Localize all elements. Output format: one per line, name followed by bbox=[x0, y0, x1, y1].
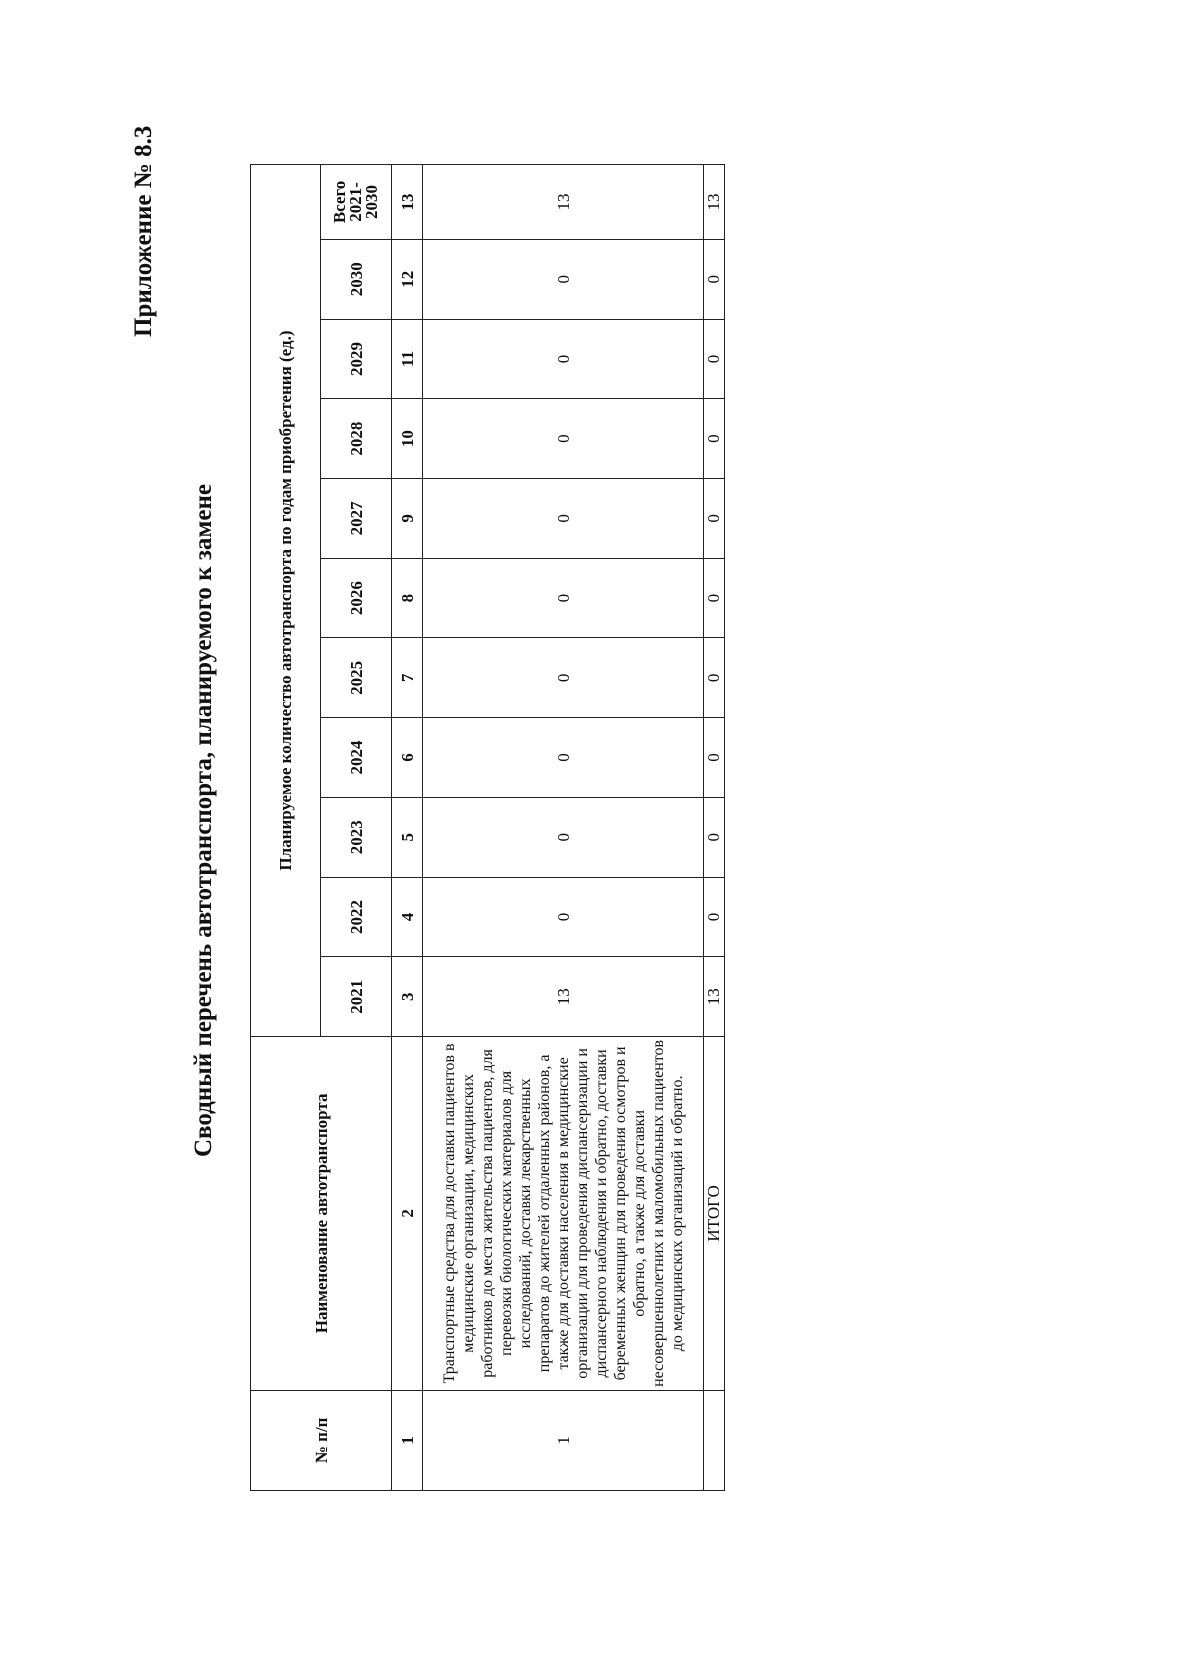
column-number: 11 bbox=[392, 319, 423, 399]
column-number: 12 bbox=[392, 239, 423, 319]
total-row bbox=[704, 165, 725, 1491]
total-year-value: 0 bbox=[704, 877, 725, 957]
year-value: 0 bbox=[423, 399, 704, 479]
col-num-header: № п/п bbox=[251, 1390, 392, 1490]
row-number: 1 bbox=[423, 1390, 704, 1490]
year-header: 2024 bbox=[321, 718, 392, 798]
year-header: 2022 bbox=[321, 877, 392, 957]
grand-total: 13 bbox=[704, 165, 725, 240]
col-group-header: Планируемое количество автотранспорта по годам приобретения (ед.) bbox=[251, 165, 321, 1037]
year-value: 0 bbox=[423, 239, 704, 319]
year-header: 2025 bbox=[321, 638, 392, 718]
column-number: 6 bbox=[392, 718, 423, 798]
column-number: 5 bbox=[392, 797, 423, 877]
total-year-value: 0 bbox=[704, 558, 725, 638]
vehicle-table bbox=[250, 164, 725, 1491]
vehicle-description: Транспортные средства для доставки пациентов в медицинские организации, медицинских работников до места жительства пациентов, для перевозки биологических материалов для исследований, доставки лекарственных препаратов до жителей отдаленных районов, а также для доставки населения в медицинские организации для проведения диспансеризации и диспансерного наблюдения и обратно, доставки беременных женщин для проведения осмотров и обратно, а также для доставки несовершеннолетних и маломобильных пациентов до медицинских организаций и обратно. bbox=[423, 1037, 704, 1391]
total-year-value: 0 bbox=[704, 319, 725, 399]
total-year-value: 0 bbox=[704, 399, 725, 479]
column-number: 8 bbox=[392, 558, 423, 638]
column-number: 1 bbox=[392, 1390, 423, 1490]
year-value: 0 bbox=[423, 319, 704, 399]
column-number: 10 bbox=[392, 399, 423, 479]
year-header: 2028 bbox=[321, 399, 392, 479]
total-header: Всего 2021-2030 bbox=[321, 165, 392, 240]
year-value: 0 bbox=[423, 718, 704, 798]
column-number: 13 bbox=[392, 165, 423, 240]
col-name-header: Наименование автотранспорта bbox=[251, 1037, 392, 1391]
total-num-cell bbox=[704, 1390, 725, 1490]
column-numbers-row bbox=[392, 165, 423, 1491]
year-header: 2026 bbox=[321, 558, 392, 638]
row-total: 13 bbox=[423, 165, 704, 240]
column-number: 2 bbox=[392, 1037, 423, 1391]
total-year-value: 0 bbox=[704, 479, 725, 559]
year-header: 2023 bbox=[321, 797, 392, 877]
year-header: 2029 bbox=[321, 319, 392, 399]
total-year-value: 13 bbox=[704, 957, 725, 1037]
year-value: 0 bbox=[423, 558, 704, 638]
total-label: ИТОГО bbox=[704, 1037, 725, 1391]
year-header: 2030 bbox=[321, 239, 392, 319]
year-value: 0 bbox=[423, 797, 704, 877]
column-number: 7 bbox=[392, 638, 423, 718]
year-value: 0 bbox=[423, 638, 704, 718]
year-value: 0 bbox=[423, 479, 704, 559]
year-header: 2027 bbox=[321, 479, 392, 559]
year-value: 13 bbox=[423, 957, 704, 1037]
table-row bbox=[423, 165, 704, 1491]
total-year-value: 0 bbox=[704, 718, 725, 798]
column-number: 4 bbox=[392, 877, 423, 957]
year-header: 2021 bbox=[321, 957, 392, 1037]
page-title: Сводный перечень автотранспорта, планируемого к замене bbox=[190, 483, 217, 1158]
year-value: 0 bbox=[423, 877, 704, 957]
total-year-value: 0 bbox=[704, 797, 725, 877]
total-year-value: 0 bbox=[704, 638, 725, 718]
column-number: 3 bbox=[392, 957, 423, 1037]
column-number: 9 bbox=[392, 479, 423, 559]
total-year-value: 0 bbox=[704, 239, 725, 319]
appendix-label: Приложение № 8.3 bbox=[130, 125, 157, 337]
